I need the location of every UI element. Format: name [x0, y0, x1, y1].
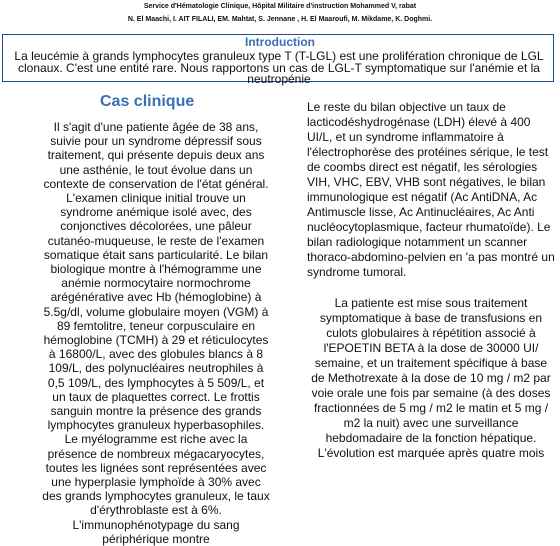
introduction-text: La leucémie à grands lymphocytes granuleux type T (T-LGL) est une prolifération chronique de LGL clonaux. C'est une entité rare. Nous rapportons un cas de LGL-T symptomatique sur l'anémie et la neutropénie: [14, 49, 544, 86]
affiliation-line: Service d'Hématologie Clinique, Hôpital Militaire d'instruction Mohammed V, rabat: [143, 3, 417, 10]
authors-line: N. El Maachi, I. AIT FILALI, EM. Mahtat, S. Jennane , H. El Maaroufi, M. Mikdame, K. Doghmi.: [127, 16, 433, 23]
cas-clinique-treatment-text: La patiente est mise sous traitement symptomatique à base de transfusions en culots globulaires à répétition associé à l'EPOETIN BETA à la dose de 30000 UI/ semaine, et un traitement spécifique à base de Methotrexate à la dose de 10 mg / m2 par voie orale une fois par semaine (à des doses fractionnées de 5 mg / m2 le matin et 5 mg / m2 la nuit) avec une surveillance hebdomadaire de la fonction hépatique. L'évolution est marquée après quatre mois: [311, 296, 551, 460]
introduction-title: Introduction: [245, 35, 315, 49]
cas-clinique-left-text: Il s'agit d'une patiente âgée de 38 ans, suivie pour un syndrome dépressif sous traitement, qui présente depuis deux ans une asthénie, le tout évolue dans un contexte de conservation de l'état général. L'examen clinique initial trouve un syndrome anémique isolé avec, des conjonctives décolorées, une pâleur cutanéo-muqueuse, le reste de l'examen somatique était sans particularité. Le bilan biologique montre à l'hémogramme une anémie normocytaire normochrome arégénérative avec Hb (hémoglobine) à 5.5g/dl, volume globulaire moyen (VGM) à 89 femtolitre, teneur corpusculaire en hémoglobine (TCMH) à 29 et réticulocytes à 16800/L, avec des globules blancs à 8 109/L, des polynucléaires neutrophiles à 0,5 109/L, des lymphocytes à 5 509/L, et un taux de plaquettes correct. Le frottis sanguin montre la présence des grands lymphocytes granuleux hyperbasophiles. Le myélogramme est riche avec la présence de nombreux mégacaryocytes, toutes les lignées sont représentées avec une hyperplasie lymphoïde à 30% avec des grands lymphocytes granuleux, le taux d'érythroblaste est à 6%. L'immunophénotypage du sang périphérique montre: [42, 120, 270, 546]
cas-clinique-right-text: Le reste du bilan objective un taux de lacticodéshydrogénase (LDH) élevé à 400 UI/L, et un syndrome inflammatoire à l'électrophorèse des protéines sérique, le test de coombs direct est négatif, les sérologies VIH, VHC, EBV, VHB sont négatives, le bilan immunologique est négatif (Ac AntiDNA, Ac Antimuscle lisse, Ac Antinucléaires, Ac Anti nucléocytoplasmique, facteur rhumatoïde). Le bilan radiologique notamment un scanner thoraco-abdomino-pelvien en 'a pas montré un syndrome tumoral.: [307, 100, 555, 279]
cas-clinique-title: Cas clinique: [100, 93, 195, 110]
